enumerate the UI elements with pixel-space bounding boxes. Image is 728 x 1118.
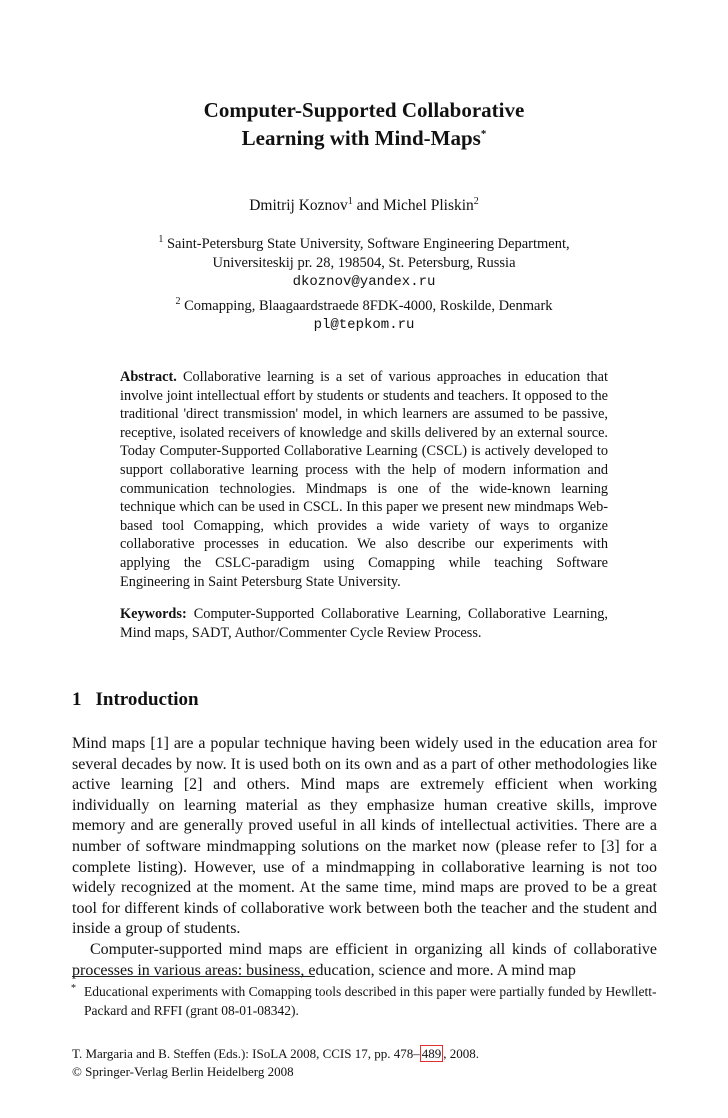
footnote-text: Educational experiments with Comapping tools described in this paper were partially funded by Hewllett-Packard and RFFI (grant 08-01-08342). — [84, 984, 657, 1018]
abstract-text: Collaborative learning is a set of various approaches in education that involve joint intellectual effort by students or students and teachers. It opposed to the traditional 'direct transmission' model, in which learners are assumed to be passive, receptive, isolated receivers of knowledge and skills delivered by an external source. Today Computer-Supported Collaborative Learning (CSCL) is actively developed to support collaborative learning process with the help of modern information and communication technologies. Mindmaps is one of the wide-known learning technique which can be used in CSCL. In this paper we present new mindmaps Web-based tool Comapping, which provides a wide variety of ways to organize collaborative processes in education. We also describe our experiments with applying the CSLC-paradigm using Comapping while teaching Software Engineering in Saint Petersburg State University. — [120, 369, 608, 590]
affiliation-1-email[interactable]: dkoznov@yandex.ru — [292, 273, 436, 290]
section-title: Introduction — [95, 689, 199, 710]
body-paragraph-2: Computer-supported mind maps are efficient in organizing all kinds of collaborative processes in various areas: business, education, science and more. A mind map — [72, 940, 657, 979]
affiliation-1-line-1 — [0, 230, 728, 254]
citation-block — [72, 1045, 657, 1081]
abstract-paragraph — [120, 368, 608, 591]
author-conjunction: and — [356, 197, 380, 215]
section-number: 1 — [72, 689, 82, 710]
affiliation-2-sup: 2 — [175, 295, 181, 307]
affiliation-2-text: Comapping, Blaagaardstraede 8FDK-4000, Roskilde, Denmark — [184, 297, 553, 314]
page-range-link[interactable]: 489 — [421, 1046, 442, 1061]
body-text — [72, 734, 657, 981]
affiliation-2-email[interactable]: pl@tepkom.ru — [313, 316, 415, 333]
author-1: Dmitrij Koznov — [249, 197, 348, 215]
citation-line-1 — [72, 1045, 657, 1063]
abstract-block — [120, 368, 608, 642]
keywords-paragraph — [120, 605, 608, 642]
keywords-label: Keywords: — [120, 606, 187, 623]
affiliation-1-text: Saint-Petersburg State University, Software Engineering Department, — [166, 235, 570, 252]
author-2-affil: 2 — [473, 196, 479, 207]
citation-prefix: T. Margaria and B. Steffen (Eds.): ISoLA 2008, CCIS 17, pp. 478– — [72, 1046, 420, 1061]
title-footnote-marker: * — [480, 128, 487, 140]
footnote-marker: * — [71, 983, 76, 994]
affiliation-2-line-1 — [0, 292, 728, 316]
author-1-affil: 1 — [347, 196, 353, 207]
abstract-label: Abstract. — [120, 369, 177, 385]
author-2: Michel Pliskin — [382, 197, 474, 215]
affiliation-1-line-2: Universiteskij pr. 28, 198504, St. Petersburg, Russia — [212, 254, 516, 271]
title-line-2-text: Learning with Mind-Maps — [241, 126, 481, 150]
keywords-text: Computer-Supported Collaborative Learning, Collaborative Learning, Mind maps, SADT, Author/Commenter Cycle Review Process. — [120, 606, 609, 641]
title-line-1: Computer-Supported Collaborative — [203, 98, 525, 122]
paper-title — [0, 96, 728, 152]
section-heading — [72, 689, 199, 711]
footnote-divider — [72, 976, 315, 977]
affiliations — [0, 230, 728, 335]
copyright-line: © Springer-Verlag Berlin Heidelberg 2008 — [72, 1064, 294, 1079]
author-list — [0, 192, 728, 216]
citation-suffix: , 2008. — [443, 1046, 479, 1061]
body-paragraph-1: Mind maps [1] are a popular technique having been widely used in the education area for several decades by now. It is used both on its own and as a part of other methodologies like active learning [2] and others. Mind maps are extremely efficient when working individually on learning material as they emphasize human creative skills, improve memory and are generally proved useful in all kinds of intellectual activities. There are a number of software mindmapping solutions on the market now (please refer to [3] for a complete listing). However, use of a mindmapping in collaborative learning is not too widely recognized at the moment. At the same time, mind maps are proved to be a great tool for different kinds of collaborative work between both the teacher and the student and inside a group of students. — [72, 735, 657, 938]
title-line-2 — [0, 124, 728, 152]
footnote — [72, 982, 657, 1020]
affiliation-1-sup: 1 — [158, 234, 164, 245]
